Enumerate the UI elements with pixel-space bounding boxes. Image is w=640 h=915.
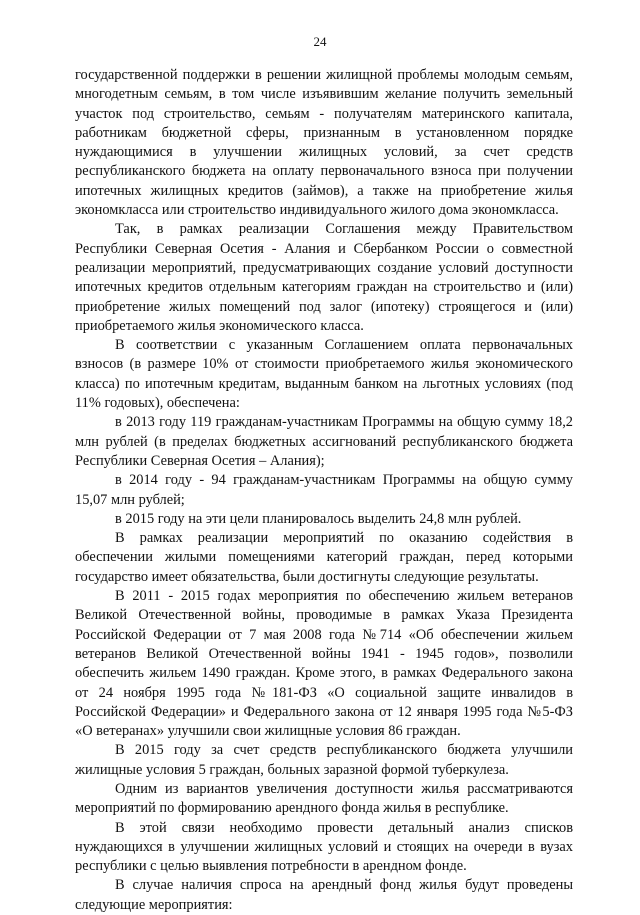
paragraph-planned-measures: В случае наличия спроса на арендный фонд жилья будут проведены следующие мероприятия: xyxy=(75,877,573,913)
page-number: 24 xyxy=(313,34,327,49)
list-item-2015: в 2015 году на эти цели планировалось выделить 24,8 млн рублей. xyxy=(115,510,522,527)
list-item-2013: в 2013 году 119 гражданам-участникам Программы на общую сумму 18,2 млн рублей (в пределах бюджетных ассигнований республиканского бюджета Республики Северная Осетия – Алания); xyxy=(75,414,573,469)
paragraph-down-payment-funding: В соответствии с указанным Соглашением оплата первоначальных взносов (в размере 10% от стоимости приобретаемого жилья экономического класса) по ипотечным кредитам, выданным банком на льготных условиях (под 11% годовых), обеспечена: xyxy=(75,337,573,412)
paragraph-tuberculosis-patients: В 2015 году за счет средств республиканского бюджета улучшили жилищные условия 5 граждан, больных заразной формой туберкулеза. xyxy=(75,742,573,778)
paragraph-waiting-list-analysis: В этой связи необходимо провести детальный анализ списков нуждающихся в улучшении жилищных условий и стоящих на очереди в вузах республики с целью выявления потребности в арендном фонде. xyxy=(75,819,573,875)
document-body xyxy=(75,66,573,915)
paragraph-veterans-housing: В 2011 - 2015 годах мероприятия по обеспечению жильем ветеранов Великой Отечественной войны, проводимые в рамках Указа Президента Российской Федерации от 7 мая 2008 года №714 «Об обеспечении жильем ветеранов Великой Отечественной войны 1941 - 1945 годов», позволили обеспечить жильем 1490 граждан. Кроме этого, в рамках Федерального закона от 24 ноября 1995 года №181-ФЗ «О социальной защите инвалидов в Российской Федерации» и Федерального закона от 12 января 1995 года №5-ФЗ «О ветеранах» улучшили свои жилищные условия 86 граждан. xyxy=(75,588,573,740)
paragraph-state-support-continuation: государственной поддержки в решении жилищной проблемы молодым семьям, многодетным семьям, в том числе изъявившим желание получить земельный участок под строительство, семьям - получателям материнского капитала, работникам бюджетной сферы, признанным в установленном порядке нуждающимися в улучшении жилищных условий, за счет средств республиканского бюджета на оплату первоначального взноса при получении ипотечных жилищных кредитов (займов), а также на приобретение жилья экономкласса или строительство индивидуального жилого дома экономкласса. xyxy=(75,67,573,219)
list-item-2014: в 2014 году - 94 гражданам-участникам Программы на общую сумму 15,07 млн рублей; xyxy=(75,472,573,508)
paragraph-state-obligations-results: В рамках реализации мероприятий по оказанию содействия в обеспечении жилыми помещениями категорий граждан, перед которыми государство имеет обязательства, были достигнуты следующие результаты. xyxy=(75,530,573,585)
paragraph-rental-fund-options: Одним из вариантов увеличения доступности жилья рассматриваются мероприятий по формированию арендного фонда жилья в республике. xyxy=(75,780,573,817)
paragraph-sberbank-agreement: Так, в рамках реализации Соглашения между Правительством Республики Северная Осетия - Алания и Сбербанком России о совместной реализации мероприятий, предусматривающих создание условий доступности ипотечных кредитов отдельным категориям граждан на строительство и (или) приобретение жилых помещений под залог (ипотеку) строящегося и (или) приобретаемого жилья экономического класса. xyxy=(75,221,573,334)
